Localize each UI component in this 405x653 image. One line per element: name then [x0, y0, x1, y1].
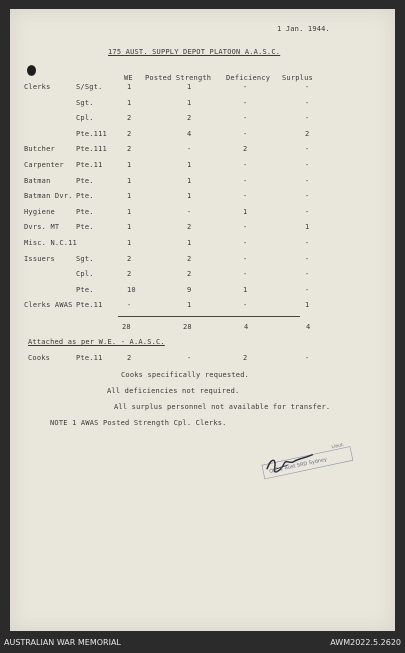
note-4: NOTE 1 AWAS Posted Strength Cpl. Clerks. [50, 419, 227, 427]
footer-accession: AWM2022.5.2620 [330, 638, 401, 647]
cell-posted: 2 [187, 223, 192, 231]
cell-def: - [243, 99, 248, 107]
cell-sur: 1 [305, 301, 310, 309]
col-header-we: WE [124, 74, 133, 82]
cell-rank: Pte.11 [76, 161, 103, 169]
document-page [10, 9, 395, 631]
attached-surplus: - [305, 354, 310, 362]
cell-group: Hygiene [24, 208, 55, 216]
cell-sur: - [305, 114, 310, 122]
cell-def: - [243, 301, 248, 309]
cell-group: Misc. N.C.11 [24, 239, 77, 247]
cell-posted: 1 [187, 99, 192, 107]
footer-source: AUSTRALIAN WAR MEMORIAL [4, 638, 121, 647]
cell-def: - [243, 177, 248, 185]
attached-we: 2 [127, 354, 132, 362]
cell-def: 1 [243, 208, 248, 216]
total-surplus: 4 [306, 323, 311, 331]
cell-posted: - [187, 208, 192, 216]
cell-def: - [243, 161, 248, 169]
cell-posted: 1 [187, 192, 192, 200]
cell-group: Clerks AWAS [24, 301, 73, 309]
cell-sur: - [305, 208, 310, 216]
cell-sur: 1 [305, 223, 310, 231]
cell-def: - [243, 83, 248, 91]
cell-posted: 2 [187, 255, 192, 263]
cell-def: - [243, 223, 248, 231]
cell-sur: 2 [305, 130, 310, 138]
cell-sur: - [305, 255, 310, 263]
total-posted: 28 [183, 323, 192, 331]
cell-we: 1 [127, 192, 132, 200]
cell-rank: Pte. [76, 177, 94, 185]
attached-rank: Pte.11 [76, 354, 103, 362]
cell-def: - [243, 270, 248, 278]
total-deficiency: 4 [244, 323, 249, 331]
note-3: All surplus personnel not available for transfer. [114, 403, 331, 411]
cell-def: 2 [243, 145, 248, 153]
cell-posted: 1 [187, 161, 192, 169]
cell-sur: - [305, 239, 310, 247]
attached-posted: - [187, 354, 192, 362]
cell-sur: - [305, 177, 310, 185]
cell-posted: 1 [187, 239, 192, 247]
cell-def: - [243, 239, 248, 247]
cell-posted: 2 [187, 114, 192, 122]
note-1: Cooks specifically requested. [121, 371, 250, 379]
cell-we: 2 [127, 270, 132, 278]
cell-sur: - [305, 145, 310, 153]
cell-rank: Cpl. [76, 114, 94, 122]
col-header-surplus: Surplus [282, 74, 313, 82]
cell-we: 1 [127, 208, 132, 216]
cell-rank: Pte. [76, 208, 94, 216]
cell-we: 2 [127, 145, 132, 153]
cell-we: 1 [127, 99, 132, 107]
cell-group: Batman [24, 177, 51, 185]
cell-posted: 1 [187, 83, 192, 91]
cell-posted: 2 [187, 270, 192, 278]
cell-group: Clerks [24, 83, 51, 91]
cell-group: Dvrs. MT [24, 223, 60, 231]
cell-rank: Pte. [76, 223, 94, 231]
cell-we: 1 [127, 177, 132, 185]
cell-posted: - [187, 145, 192, 153]
cell-sur: - [305, 192, 310, 200]
cell-rank: Sgt. [76, 99, 94, 107]
cell-we: 2 [127, 130, 132, 138]
cell-sur: - [305, 83, 310, 91]
cell-rank: Pte. [76, 192, 94, 200]
cell-def: - [243, 255, 248, 263]
cell-we: 2 [127, 114, 132, 122]
attached-group: Cooks [28, 354, 51, 362]
cell-group: Batman Dvr. [24, 192, 73, 200]
note-2: All deficiencies not required. [107, 387, 240, 395]
cell-we: 2 [127, 255, 132, 263]
cell-posted: 4 [187, 130, 192, 138]
cell-sur: - [305, 99, 310, 107]
attached-deficiency: 2 [243, 354, 248, 362]
cell-group: Issuers [24, 255, 55, 263]
cell-rank: Pte.111 [76, 145, 107, 153]
stamp-rank: Lieut. [331, 442, 345, 451]
cell-posted: 1 [187, 301, 192, 309]
cell-we: 1 [127, 223, 132, 231]
document-date: 1 Jan. 1944. [277, 25, 330, 33]
stamp-unit: O/C 1 Aust SRD Sydney [268, 456, 328, 475]
cell-rank: Cpl. [76, 270, 94, 278]
cell-def: - [243, 192, 248, 200]
attached-heading: Attached as per W.E. - A.A.S.C. [28, 338, 165, 346]
cell-group: Butcher [24, 145, 55, 153]
cell-we: 1 [127, 83, 132, 91]
cell-rank: S/Sgt. [76, 83, 103, 91]
cell-rank: Pte.111 [76, 130, 107, 138]
cell-we: 1 [127, 161, 132, 169]
cell-def: - [243, 114, 248, 122]
cell-posted: 1 [187, 177, 192, 185]
document-title: 175 AUST. SUPPLY DEPOT PLATOON A.A.S.C. [108, 48, 281, 56]
cell-rank: Pte.11 [76, 301, 103, 309]
col-header-deficiency: Deficiency [226, 74, 271, 82]
cell-group: Carpenter [24, 161, 64, 169]
cell-we: - [127, 301, 132, 309]
cell-we: 10 [127, 286, 136, 294]
cell-sur: - [305, 270, 310, 278]
cell-def: 1 [243, 286, 248, 294]
cell-def: - [243, 130, 248, 138]
cell-rank: Pte. [76, 286, 94, 294]
col-header-posted: Posted Strength [145, 74, 212, 82]
total-rule [118, 316, 300, 317]
total-we: 28 [122, 323, 131, 331]
punch-hole [27, 65, 36, 76]
cell-posted: 9 [187, 286, 192, 294]
cell-sur: - [305, 286, 310, 294]
cell-sur: - [305, 161, 310, 169]
cell-rank: Sgt. [76, 255, 94, 263]
cell-we: 1 [127, 239, 132, 247]
